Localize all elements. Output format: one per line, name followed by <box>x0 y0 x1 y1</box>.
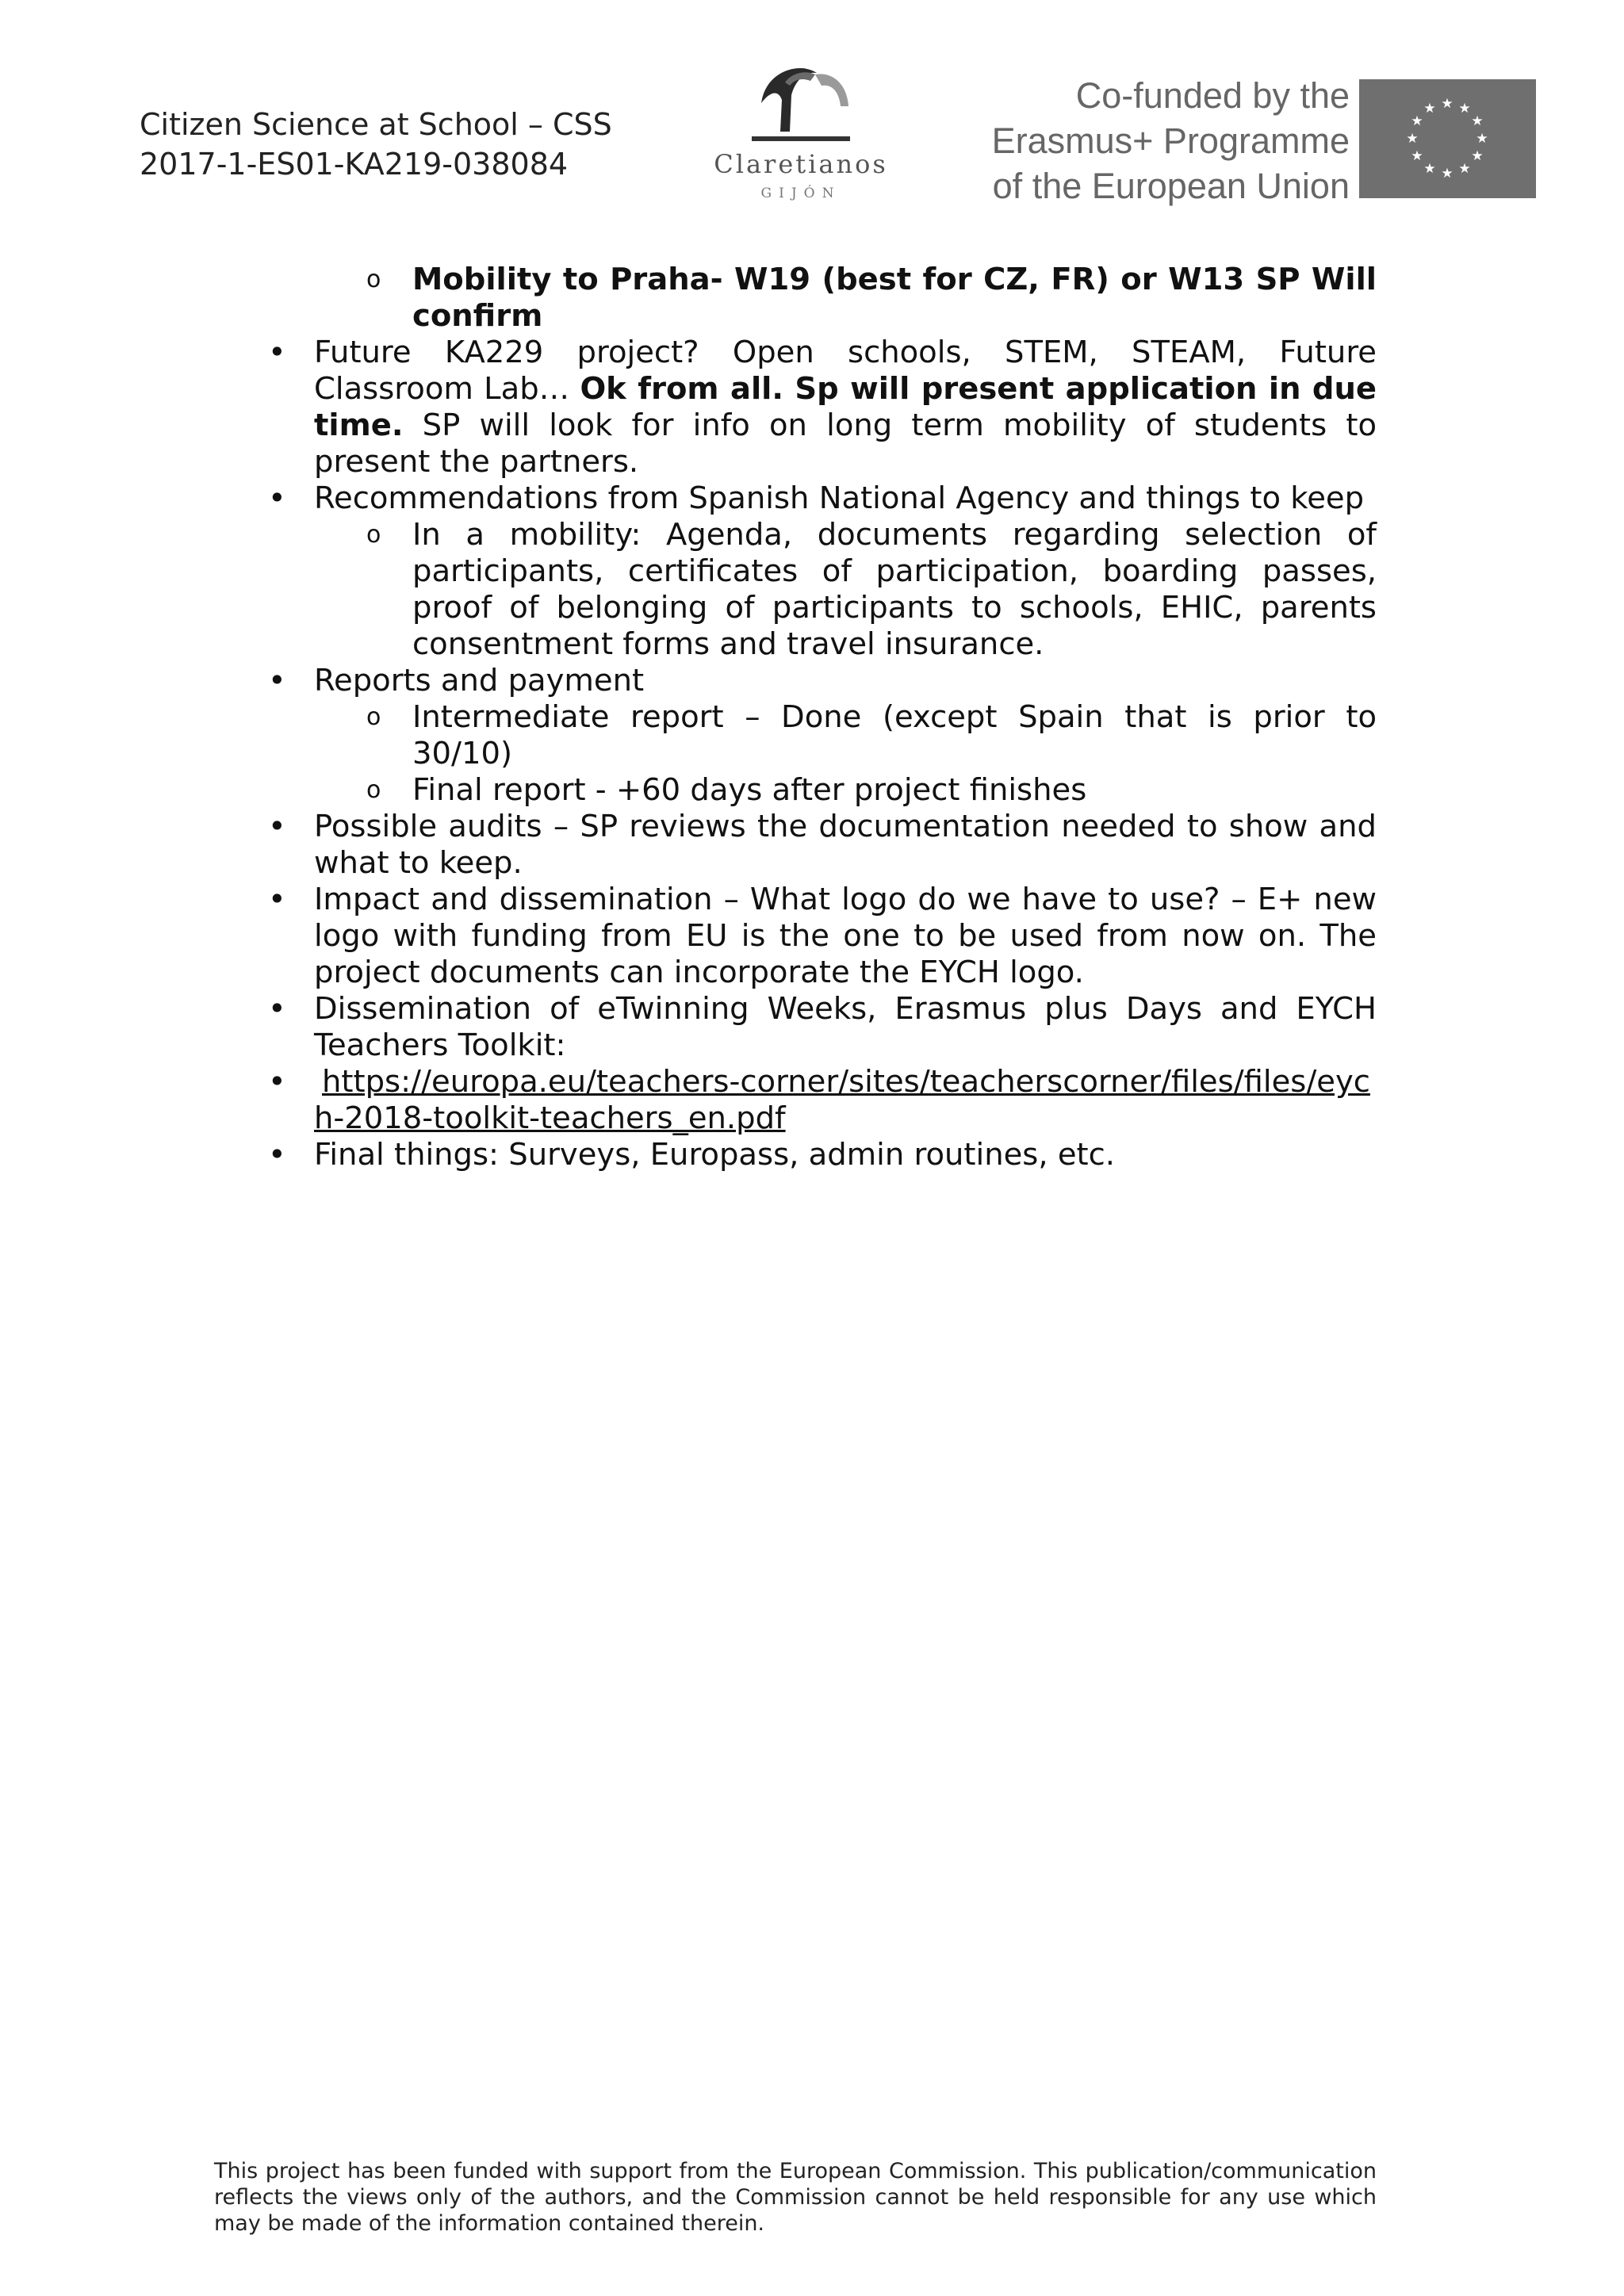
funding-disclaimer: This project has been funded with support from the European Commission. This publication/communication reflects the views only of the authors, and the Commission cannot be held responsible for any use which may be made of the information contained therein. <box>214 2159 1377 2236</box>
bullet: • <box>268 335 286 370</box>
list-item-final-report <box>366 772 1377 809</box>
meeting-notes <box>268 262 1377 1173</box>
list-item-mobility <box>366 262 1377 335</box>
eu-notice-line-3: of the European Union <box>992 166 1350 206</box>
svg-text:★: ★ <box>1411 148 1423 164</box>
svg-text:★: ★ <box>1423 161 1436 177</box>
project-code: 2017-1-ES01-KA219-038084 <box>140 147 569 182</box>
eu-notice-line-1: Co-funded by the <box>1075 75 1350 116</box>
svg-text:★: ★ <box>1476 131 1488 147</box>
mobility-text: Mobility to Praha- W19 (best for CZ, FR) or W13 SP Will confirm <box>412 262 1377 334</box>
future-project-followup: SP will look for info on long term mobility of students to present the partners. <box>314 408 1377 480</box>
reports-text: Reports and payment <box>314 663 645 698</box>
eu-funding-notice <box>992 73 1350 209</box>
school-emblem-icon <box>739 55 863 149</box>
svg-text:★: ★ <box>1423 101 1436 117</box>
school-logo <box>698 55 904 214</box>
dissemination-text: Dissemination of eTwinning Weeks, Erasmus plus Days and EYCH Teachers Toolkit: <box>314 991 1377 1063</box>
list-item-toolkit-link <box>268 1064 1377 1137</box>
final-things-text: Final things: Surveys, Europass, admin routines, etc. <box>314 1137 1116 1173</box>
future-project-text: Future KA229 project? Open schools, STEM, STEAM, Future Classroom Lab… <box>314 335 1377 407</box>
list-item-recommendations <box>268 480 1377 517</box>
sub-bullet: o <box>366 266 381 293</box>
bullet: • <box>268 882 286 917</box>
final-report-text: Final report - +60 days after project finishes <box>412 772 1087 808</box>
list-item-impact <box>268 882 1377 991</box>
project-title: Citizen Science at School – CSS <box>140 107 612 142</box>
sub-bullet: o <box>366 521 381 549</box>
svg-text:★: ★ <box>1458 101 1471 117</box>
list-item-dissemination <box>268 991 1377 1064</box>
svg-text:★: ★ <box>1441 166 1454 182</box>
bullet: • <box>268 1137 286 1173</box>
list-item-future-project <box>268 335 1377 480</box>
svg-text:★: ★ <box>1471 148 1484 164</box>
bullet: • <box>268 1064 286 1100</box>
svg-text:★: ★ <box>1441 96 1454 112</box>
toolkit-link[interactable]: https://europa.eu/teachers-corner/sites/teacherscorner/files/files/eych-2018-toolkit-teachers_en.pdf <box>314 1064 1370 1136</box>
mobility-documents-text: In a mobility: Agenda, documents regarding selection of participants, certificates of participation, boarding passes, proof of belonging of participants to schools, EHIC, parents consentment forms and travel insurance. <box>412 517 1377 662</box>
list-item-final-things <box>268 1137 1377 1173</box>
list-item-mobility-documents <box>366 517 1377 663</box>
school-name: Claretianos <box>714 149 888 179</box>
list-item-reports <box>268 663 1377 699</box>
bullet: • <box>268 480 286 516</box>
bullet: • <box>268 991 286 1027</box>
school-city: GIJÓN <box>760 186 841 201</box>
svg-text:★: ★ <box>1411 113 1423 129</box>
audits-text: Possible audits – SP reviews the documentation needed to show and what to keep. <box>314 809 1377 881</box>
project-header <box>140 105 612 184</box>
list-item-intermediate-report <box>366 699 1377 772</box>
eu-flag-icon <box>1359 79 1536 198</box>
eu-notice-line-2: Erasmus+ Programme <box>991 121 1350 161</box>
future-project-agreement: Ok from all. Sp will present application in due time. <box>314 371 1377 443</box>
svg-text:★: ★ <box>1458 161 1471 177</box>
sub-bullet: o <box>366 703 381 731</box>
impact-text: Impact and dissemination – What logo do we have to use? – E+ new logo with funding from EU is the one to be used from now on. The project documents can incorporate the EYCH logo. <box>314 882 1377 990</box>
intermediate-report-text: Intermediate report – Done (except Spain that is prior to 30/10) <box>412 699 1377 771</box>
sub-bullet: o <box>366 776 381 804</box>
svg-text:★: ★ <box>1471 113 1484 129</box>
recommendations-text: Recommendations from Spanish National Agency and things to keep <box>314 480 1365 516</box>
bullet: • <box>268 809 286 844</box>
bullet: • <box>268 663 286 698</box>
list-item-audits <box>268 809 1377 882</box>
svg-text:★: ★ <box>1406 131 1419 147</box>
